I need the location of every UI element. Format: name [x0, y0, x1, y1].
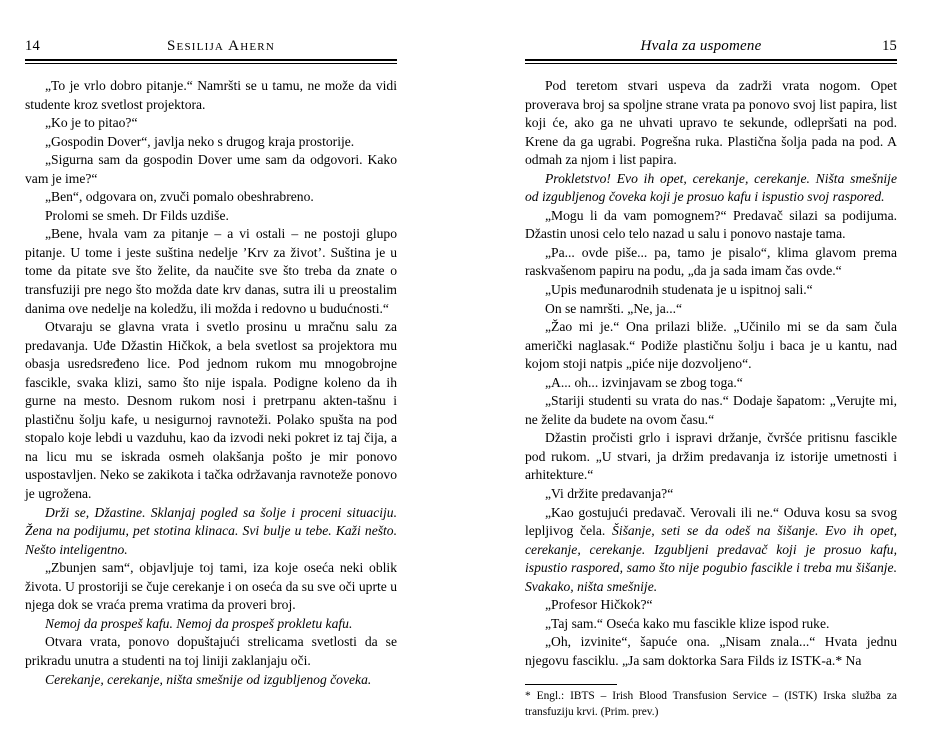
right-running-head-title: Hvala za uspomene — [640, 38, 762, 54]
right-running-head — [525, 38, 897, 56]
paragraph: Cerekanje, cerekanje, ništa smešnije od izgubljenog čoveka. — [45, 671, 372, 687]
left-page-number: 14 — [25, 38, 40, 54]
right-head-rule — [525, 59, 897, 64]
paragraph — [525, 504, 897, 597]
paragraph: „Bene, hvala vam za pitanje – a vi ostali – ne postoji glupo pitanje. U tome i jeste suština nedelje ’Krv za život’. Suština je u tome da pitate sve što želite, da naučite sve što treba da znate o transfuziji pre nego što možda date krv danas, sutra ili u preostalim danima ove nedelje na koledžu, ili možda i redovno u budućnosti.“ — [25, 226, 397, 316]
left-head-rule — [25, 59, 397, 64]
paragraph: „Pa... ovde piše... pa, tamo je pisalo“, klima glavom prema raskvašenom papiru na podu, „da ja sada imam čas ovde.“ — [525, 244, 897, 279]
right-text-column — [525, 77, 897, 671]
paragraph: „Stariji studenti su vrata do nas.“ Dodaje šapatom: „Verujte mi, ne želite da budete na ovom času.“ — [525, 393, 897, 427]
left-running-head-title: Sesilija Ahern — [167, 38, 275, 54]
roman-run: „Kao gostujući predavač. Verovali ili ne.“ Oduva kosu sa svog lepljivog čela. — [525, 504, 897, 539]
paragraph: „Vi držite predavanja?“ — [545, 486, 674, 502]
footnote-text: * Engl.: IBTS – Irish Blood Transfusion Service – (ISTK) Irska služba za transfuziju krvi. (Prim. prev.) — [525, 690, 897, 718]
left-text-column — [25, 77, 397, 689]
paragraph: Drži se, Džastine. Sklanjaj pogled sa šolje i proceni situaciju. Žena na podijumu, pet stotina klinaca. Svi bulje u tebe. Kaži nešto. Nešto inteligentno. — [25, 504, 397, 557]
paragraph: „Oh, izvinite“, šapuće ona. „Nisam znala...“ Hvata jednu njegovu fasciklu. „Ja sam doktorka Sara Filds iz ISTK-a.* Na — [525, 634, 897, 668]
paragraph: Nemoj da prospeš kafu. Nemoj da prospeš prokletu kafu. — [45, 615, 353, 631]
footnote-area — [525, 684, 897, 720]
left-running-head — [25, 38, 397, 56]
paragraph: Prokletstvo! Evo ih opet, cerekanje, cerekanje. Ništa smešnije od izgubljenog čoveka koji je prosuo kafu i ispustio svoj raspored. — [525, 170, 897, 205]
paragraph: Džastin pročisti grlo i ispravi držanje, čvršće pritisnu fascikle pod rukom. „U stvari, ja držim predavanja iz istorije umetnosti i arhitekture.“ — [525, 430, 897, 483]
paragraph: „Ben“, odgovara on, zvuči pomalo obeshrabreno. — [45, 189, 314, 205]
paragraph: „Upis međunarodnih studenata je u ispitnoj sali.“ — [545, 282, 813, 298]
paragraph: Otvara vrata, ponovo dopuštajući strelicama svetlosti da se prikradu unutra a studenti na toj liniji zaklanjaju oči. — [25, 634, 397, 668]
italic-run: Šišanje, seti se da odeš na šišanje. Evo ih opet, cerekanje, cerekanje. Izgubljeni predavač koji je prosuo kafu, ispustio raspored, samo što nije pogubio fascikle i treba mu šišanje. Svakako, ništa smešnije. — [525, 523, 897, 594]
paragraph: On se namršti. „Ne, ja...“ — [545, 300, 683, 316]
paragraph: Pod teretom stvari uspeva da zadrži vrata nogom. Opet proverava broj sa spoljne strane vrata pa ponovo svoj list papira, list koji će, ako ga ne uhvati upravo te sekunde, odlepršati na pod. Krene da ga ugrabi. Pogrešna ruka. Plastična šolja pada na pod. A odmah za njom i list papira. — [525, 78, 897, 168]
paragraph: Prolomi se smeh. Dr Filds uzdiše. — [45, 207, 229, 223]
paragraph: „To je vrlo dobro pitanje.“ Namršti se u tamu, ne može da vidi studente kroz svetlost projektora. — [25, 78, 397, 112]
footnote-separator-rule — [525, 684, 617, 685]
paragraph: „Gospodin Dover“, javlja neko s drugog kraja prostorije. — [45, 133, 355, 149]
right-page-number: 15 — [882, 38, 897, 54]
paragraph: Otvaraju se glavna vrata i svetlo prosinu u mračnu salu za predavanja. Uđe Džastin Hičkok, a bela svetlost sa projektora mu obasja usredsređeno lice. Pod jednom rukom mu mnogobrojne fascikle, svaka klizi, samo što nije ispala. Podigne koleno da ih gurne na mesto. Desnom rukom nosi i pretrpanu akten-tašnu i plastičnu šolju kafe, u nesigurnoj ravnoteži. Polako spušta na pod stopalo koje lebdi u vazduhu, kao da izvodi neki pokret iz taj čija, a na licu mu se iskrada osmeh olakšanja pošto je mir ponovo uspostavljen. Neko se zakikota i tačka održavanja ravnoteže ponovo je ugrožena. — [25, 319, 397, 502]
paragraph: „Taj sam.“ Oseća kako mu fascikle klize ispod ruke. — [545, 615, 830, 631]
paragraph: „Sigurna sam da gospodin Dover ume sam da odgovori. Kako vam je ime?“ — [25, 152, 397, 186]
paragraph: „Žao mi je.“ Ona prilazi bliže. „Učinilo mi se da sam čula američki naglasak.“ Podiže plastičnu šolju i baca je u kantu, nad kojom stoji natpis „piće nije dozvoljeno“. — [525, 319, 897, 372]
paragraph: „Ko je to pitao?“ — [45, 115, 138, 131]
paragraph: „Zbunjen sam“, objavljuje toj tami, iza koje oseća neki oblik života. U prostoriji se čuje cerekanje i on oseća da su sve oči uprte u njega dok se vraća prema vratima da proveri broj. — [25, 560, 397, 613]
paragraph: „A... oh... izvinjavam se zbog toga.“ — [545, 374, 743, 390]
paragraph: „Profesor Hičkok?“ — [545, 597, 653, 613]
paragraph: „Mogu li da vam pomognem?“ Predavač silazi sa podijuma. Džastin unosi celo telo nazad u salu i ponovo nastaje tama. — [525, 207, 897, 242]
right-page — [465, 0, 930, 742]
